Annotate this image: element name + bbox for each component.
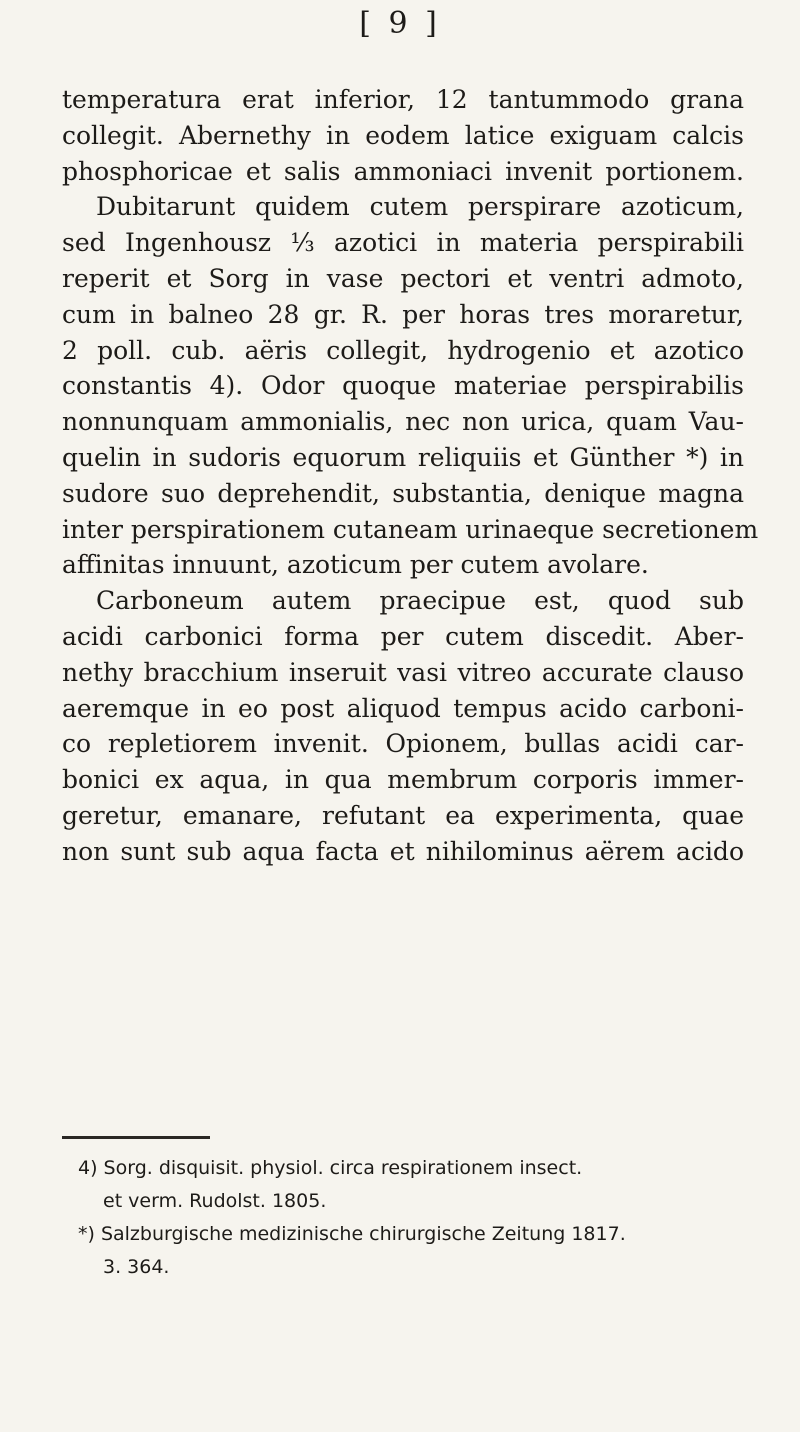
footnote-divider	[62, 1136, 210, 1139]
text-line: cum in balneo 28 gr. R. per horas tres moraretur,	[62, 299, 744, 329]
text-line: Carboneum autem praecipue est, quod sub	[96, 586, 744, 616]
text-line: 2 poll. cub. aëris collegit, hydrogenio et azotico	[62, 335, 744, 365]
text-line: non sunt sub aqua facta et nihilominus aërem acido	[62, 836, 744, 866]
text-line: quelin in sudoris equorum reliquiis et Günther *) in	[62, 442, 744, 472]
text-line: sudore suo deprehendit, substantia, denique magna	[62, 478, 744, 508]
text-line: aeremque in eo post aliquod tempus acido carboni-	[62, 693, 744, 723]
page-number: [ 9 ]	[359, 6, 441, 41]
text-line: inter perspirationem cutaneam urinaeque secretionem	[62, 514, 759, 544]
footnote-line: 4) Sorg. disquisit. physiol. circa respirationem insect.	[78, 1157, 583, 1179]
text-line: temperatura erat inferior, 12 tantummodo grana	[62, 85, 744, 114]
text-line: co repletiorem invenit. Opionem, bullas acidi car-	[62, 729, 744, 759]
text-line: nonnunquam ammonialis, nec non urica, quam Vau-	[62, 407, 744, 437]
text-line: Dubitarunt quidem cutem perspirare azoticum,	[96, 192, 744, 222]
footnotes	[78, 1152, 750, 1284]
text-line: nethy bracchium inseruit vasi vitreo accurate clauso	[62, 657, 744, 687]
body-text	[62, 82, 759, 870]
text-line: sed Ingenhousz ⅓ azotici in materia perspirabili	[62, 228, 744, 258]
text-line: affinitas innuunt, azoticum per cutem avolare.	[62, 550, 649, 580]
text-line: collegit. Abernethy in eodem latice exiguam calcis	[62, 120, 744, 150]
footnote-line: 3. 364.	[103, 1256, 170, 1278]
text-line: acidi carbonici forma per cutem discedit. Aber-	[62, 621, 744, 651]
text-line: constantis 4). Odor quoque materiae perspirabilis	[62, 371, 744, 401]
text-line: geretur, emanare, refutant ea experimenta, quae	[62, 800, 744, 830]
footnote-line: *) Salzburgische medizinische chirurgische Zeitung 1817.	[78, 1223, 626, 1245]
text-line: phosphoricae et salis ammoniaci invenit portionem.	[62, 156, 744, 186]
text-line: bonici ex aqua, in qua membrum corporis immer-	[62, 765, 744, 795]
text-line: reperit et Sorg in vase pectori et ventri admoto,	[62, 263, 744, 293]
footnote-line: et verm. Rudolst. 1805.	[103, 1190, 327, 1212]
